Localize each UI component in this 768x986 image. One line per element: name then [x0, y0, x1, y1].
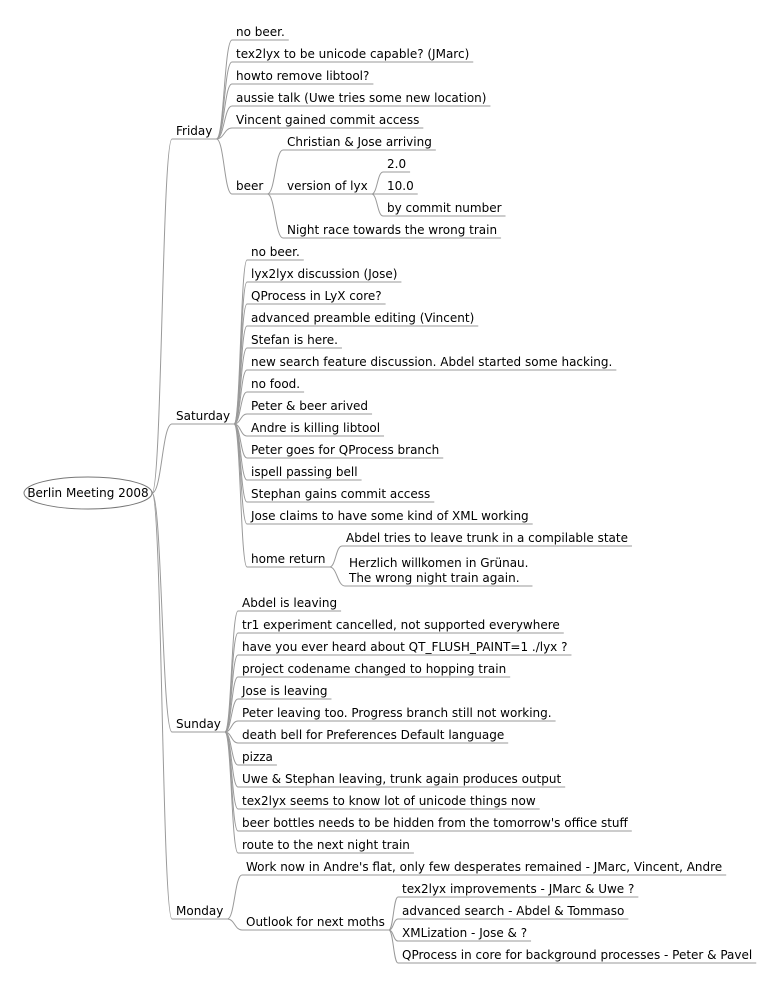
topic-label: ispell passing bell — [251, 465, 358, 479]
branch-friday[interactable] — [176, 124, 212, 138]
subtopic-node[interactable] — [402, 904, 624, 918]
subtopic-node[interactable] — [387, 179, 414, 193]
topic-label: lyx2lyx discussion (Jose) — [251, 267, 398, 281]
topic-label: Outlook for next moths — [246, 915, 385, 929]
topic-label: Work now in Andre's flat, only few desperates remained - JMarc, Vincent, Andre — [246, 860, 723, 874]
branch-label: Monday — [176, 904, 224, 918]
connector — [372, 172, 383, 194]
topic-label: tr1 experiment cancelled, not supported everywhere — [242, 618, 560, 632]
topic-label: have you ever heard about QT_FLUSH_PAINT=1 ./lyx ? — [242, 640, 568, 654]
topic-label: new search feature discussion. Abdel started some hacking. — [251, 355, 613, 369]
branch-label: Sunday — [176, 717, 221, 731]
connector — [152, 493, 172, 919]
topic-label: QProcess in LyX core? — [251, 289, 382, 303]
subtopic-label: Christian & Jose arriving — [287, 135, 432, 149]
topic-node[interactable] — [242, 772, 561, 786]
topic-node[interactable] — [251, 443, 439, 457]
subtopic-node[interactable] — [287, 179, 368, 193]
topic-label: howto remove libtool? — [236, 69, 370, 83]
topic-node[interactable] — [236, 47, 469, 61]
topic-label: home return — [251, 552, 326, 566]
topic-label: Andre is killing libtool — [251, 421, 381, 435]
connector — [152, 139, 172, 493]
topic-node[interactable] — [251, 487, 430, 501]
subtopic-label: XMLization - Jose & ? — [402, 926, 528, 940]
topic-node[interactable] — [251, 267, 397, 281]
topic-node[interactable] — [236, 91, 486, 105]
subtopic-label-line2: The wrong night train again. — [349, 571, 520, 585]
subtopic-node[interactable] — [402, 948, 752, 962]
topic-label: Stephan gains commit access — [251, 487, 431, 501]
topic-label: Peter & beer arived — [251, 399, 369, 413]
topic-label: Peter leaving too. Progress branch still not working. — [242, 706, 552, 720]
subtopic-label: Night race towards the wrong train — [287, 223, 498, 237]
topic-node[interactable] — [251, 333, 338, 347]
topic-node[interactable] — [236, 113, 419, 127]
topic-node[interactable] — [236, 69, 369, 83]
topic-node[interactable] — [251, 399, 368, 413]
subtopic-label: advanced search - Abdel & Tommaso — [402, 904, 625, 918]
topic-node[interactable] — [251, 311, 474, 325]
topic-node[interactable] — [242, 640, 567, 654]
topic-node[interactable] — [251, 421, 380, 435]
topic-node[interactable] — [242, 794, 536, 808]
topic-node[interactable] — [242, 596, 337, 610]
topic-label: tex2lyx to be unicode capable? (JMarc) — [236, 47, 470, 61]
connector — [227, 919, 242, 930]
topic-label: pizza — [242, 750, 273, 764]
subtopic-node[interactable] — [348, 556, 528, 585]
topic-label: Jose claims to have some kind of XML working — [251, 509, 529, 523]
subtopic-label: tex2lyx improvements - JMarc & Uwe ? — [402, 882, 635, 896]
topic-node[interactable] — [251, 552, 326, 566]
subtopic-label: Abdel tries to leave trunk in a compilable state — [346, 531, 628, 545]
connector — [234, 424, 247, 567]
topic-node[interactable] — [242, 816, 629, 830]
topic-label: project codename changed to hopping train — [242, 662, 507, 676]
topic-label: death bell for Preferences Default language — [242, 728, 505, 742]
topic-label: tex2lyx seems to know lot of unicode things now — [242, 794, 536, 808]
topic-node[interactable] — [242, 728, 504, 742]
connector — [216, 62, 232, 139]
connector — [372, 194, 383, 216]
topic-label: Jose is leaving — [242, 684, 328, 698]
topic-label: beer bottles needs to be hidden from the tomorrow's office stuff — [242, 816, 628, 830]
topic-node[interactable] — [236, 25, 285, 39]
connector — [330, 567, 345, 586]
topic-node[interactable] — [242, 662, 506, 676]
branch-label: Friday — [176, 124, 213, 138]
subtopic-node[interactable] — [287, 135, 432, 149]
topic-label: no beer. — [236, 25, 285, 39]
root-label: Berlin Meeting 2008 — [27, 486, 149, 500]
subtopic-node[interactable] — [402, 926, 527, 940]
connector — [234, 282, 247, 424]
connector — [216, 139, 232, 194]
connector — [267, 150, 283, 194]
subtopic-node[interactable] — [387, 201, 502, 215]
topic-label: Peter goes for QProcess branch — [251, 443, 440, 457]
topic-node[interactable] — [251, 465, 358, 479]
branch-label: Saturday — [176, 409, 231, 423]
topic-label: Abdel is leaving — [242, 596, 338, 610]
topic-node[interactable] — [236, 179, 263, 193]
subtopic-label: Herzlich willkomen in Grünau. — [349, 556, 529, 570]
topic-label: route to the next night train — [242, 838, 410, 852]
topic-node[interactable] — [242, 618, 560, 632]
subtopic-label: version of lyx — [287, 179, 368, 193]
subtopic-label: QProcess in core for background processes - Peter & Pavel — [402, 948, 753, 962]
topic-node[interactable] — [242, 706, 552, 720]
topic-node[interactable] — [246, 915, 385, 929]
topic-node[interactable] — [250, 509, 529, 523]
topic-node[interactable] — [251, 289, 382, 303]
topic-label: aussie talk (Uwe tries some new location) — [236, 91, 487, 105]
leaf-label: by commit number — [387, 201, 502, 215]
topic-node[interactable] — [246, 860, 722, 874]
branch-monday[interactable] — [176, 904, 223, 918]
connector — [267, 194, 283, 238]
topic-label: Stefan is here. — [251, 333, 338, 347]
topic-node[interactable] — [242, 750, 273, 764]
topic-label: no beer. — [251, 245, 300, 259]
leaf-label: 2.0 — [387, 157, 407, 171]
topic-node[interactable] — [251, 245, 300, 259]
topic-node[interactable] — [242, 838, 410, 852]
topic-label: no food. — [251, 377, 301, 391]
connector — [227, 875, 242, 919]
topic-label: Vincent gained commit access — [236, 113, 420, 127]
topic-label: advanced preamble editing (Vincent) — [251, 311, 475, 325]
connector — [330, 546, 342, 567]
subtopic-node[interactable] — [387, 157, 406, 171]
topic-node[interactable] — [251, 355, 612, 369]
branch-sunday[interactable] — [176, 717, 221, 731]
topic-label: Uwe & Stephan leaving, trunk again produces output — [242, 772, 562, 786]
subtopic-node[interactable] — [402, 882, 634, 896]
topic-label: beer — [236, 179, 264, 193]
subtopic-node[interactable] — [346, 531, 628, 545]
subtopic-node[interactable] — [287, 223, 497, 237]
branch-saturday[interactable] — [176, 409, 230, 423]
topic-node[interactable] — [241, 684, 327, 698]
leaf-label: 10.0 — [387, 179, 414, 193]
topic-node[interactable] — [251, 377, 300, 391]
root-node[interactable] — [24, 477, 152, 509]
